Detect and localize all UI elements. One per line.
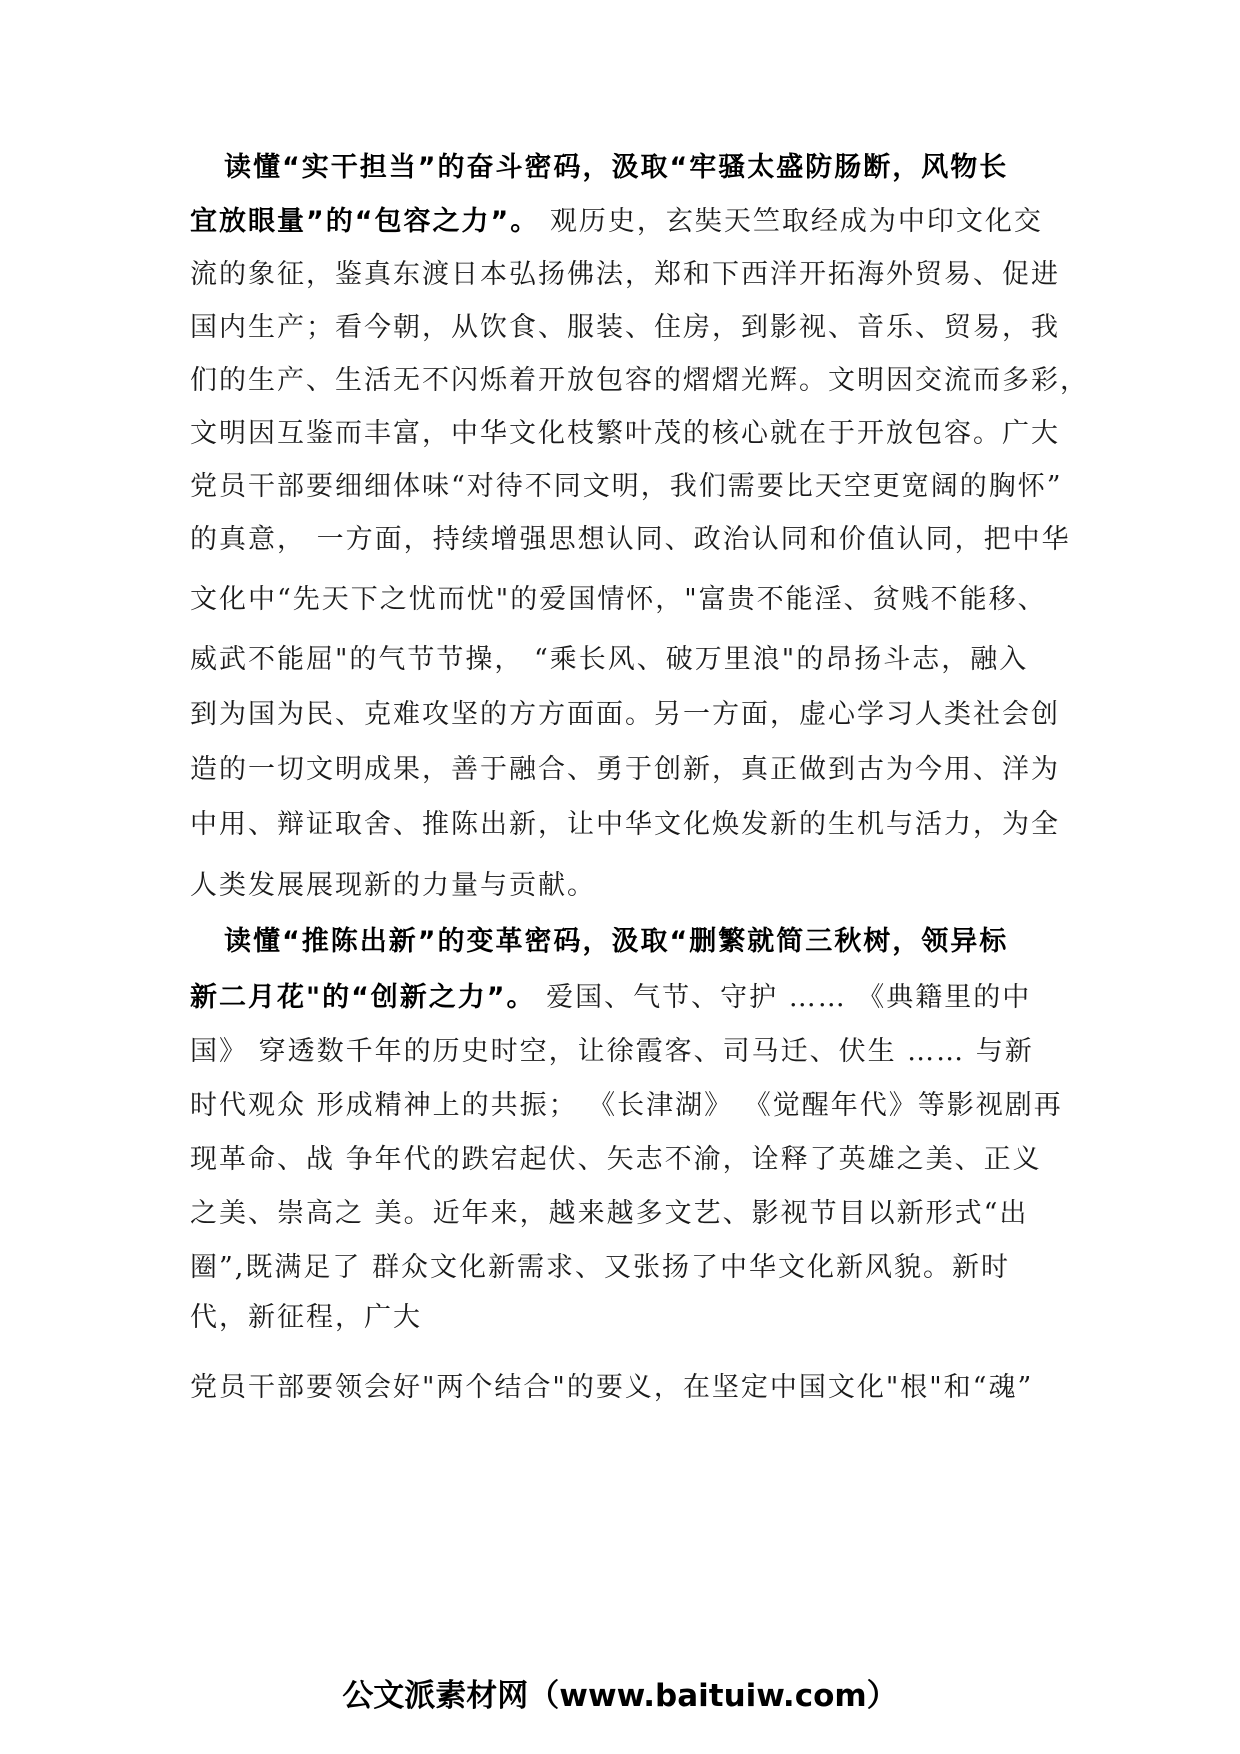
paragraph-2-line-4: 时代观众 形成精神上的共振； 《长津湖》 《觉醒年代》等影视剧再	[190, 1090, 1063, 1121]
paragraph-1-line-13: 中用、辩证取舍、推陈出新，让中华文化焕发新的生机与活力，为全	[190, 809, 1060, 840]
paragraph-1-line-14: 人类发展展现新的力量与贡献。	[190, 870, 596, 901]
paragraph-1-line-10: 威武不能屈"的气节节操， “乘长风、破万里浪"的昂扬斗志，融入	[190, 644, 1029, 675]
paragraph-1-line-11: 到为国为民、克难攻坚的方方面面。另一方面，虚心学习人类社会创	[190, 699, 1060, 730]
paragraph-2-line-8: 代，新征程，广大	[190, 1302, 422, 1333]
paragraph-1-line-4: 国内生产；看今朝，从饮食、服装、住房，到影视、音乐、贸易，我	[190, 312, 1060, 343]
paragraph-2-line-5: 现革命、战 争年代的跌宕起伏、矢志不渝，诠释了英雄之美、正义	[190, 1144, 1042, 1175]
paragraph-1-line-8: 的真意， 一方面，持续增强思想认同、政治认同和价值认同，把中华	[190, 524, 1071, 555]
paragraph-1-heading-part-2: 宜放眼量”的“包容之力”。	[190, 206, 540, 237]
paragraph-2-line-2	[190, 978, 1031, 1018]
paragraph-2-heading-part-2: 新二月花"的“创新之力”。	[190, 982, 536, 1013]
paragraph-2-text: 爱国、气节、守护 …… 《典籍里的中	[535, 982, 1032, 1013]
paragraph-1-line-9: 文化中“先天下之忧而忧"的爱国情怀，"富贵不能淫、贫贱不能移、	[190, 584, 1047, 615]
paragraph-1-line-2	[190, 202, 1043, 242]
paragraph-1-line-7: 党员干部要细细体味“对待不同文明，我们需要比天空更宽阔的胸怀”	[190, 471, 1063, 502]
paragraph-1-text: 观历史，玄奘天竺取经成为中印文化交	[539, 206, 1043, 237]
footer-site-name: 公文派素材网（www.baituiw.com）	[342, 1678, 898, 1714]
paragraph-1-heading-line-1	[224, 148, 1008, 188]
paragraph-1-line-6: 文明因互鉴而丰富，中华文化枝繁叶茂的核心就在于开放包容。广大	[190, 418, 1060, 449]
paragraph-2-heading-line-1	[224, 922, 1008, 962]
paragraph-1-line-5: 们的生产、生活无不闪烁着开放包容的熠熠光辉。文明因交流而多彩，	[190, 365, 1089, 396]
paragraph-1-line-3: 流的象征，鉴真东渡日本弘扬佛法，郑和下西洋开拓海外贸易、促进	[190, 259, 1060, 290]
paragraph-1-line-12: 造的一切文明成果，善于融合、勇于创新，真正做到古为今用、洋为	[190, 754, 1060, 785]
paragraph-2-line-6: 之美、崇高之 美。近年来，越来越多文艺、影视节目以新形式“出	[190, 1198, 1029, 1229]
paragraph-1-heading-part-1: 读懂“实干担当”的奋斗密码，汲取“牢骚太盛防肠断，风物长	[224, 152, 1009, 183]
paragraph-2-line-7: 圈”,既满足了 群众文化新需求、又张扬了中华文化新风貌。新时	[190, 1252, 1010, 1283]
paragraph-2-line-3: 国》 穿透数千年的历史时空，让徐霞客、司马迁、伏生 …… 与新	[190, 1036, 1034, 1067]
paragraph-2-line-9: 党员干部要领会好"两个结合"的要义，在坚定中国文化"根"和“魂”	[190, 1372, 1034, 1403]
paragraph-2-heading-part-1: 读懂“推陈出新”的变革密码，汲取“删繁就简三秋树，领异标	[224, 926, 1009, 957]
